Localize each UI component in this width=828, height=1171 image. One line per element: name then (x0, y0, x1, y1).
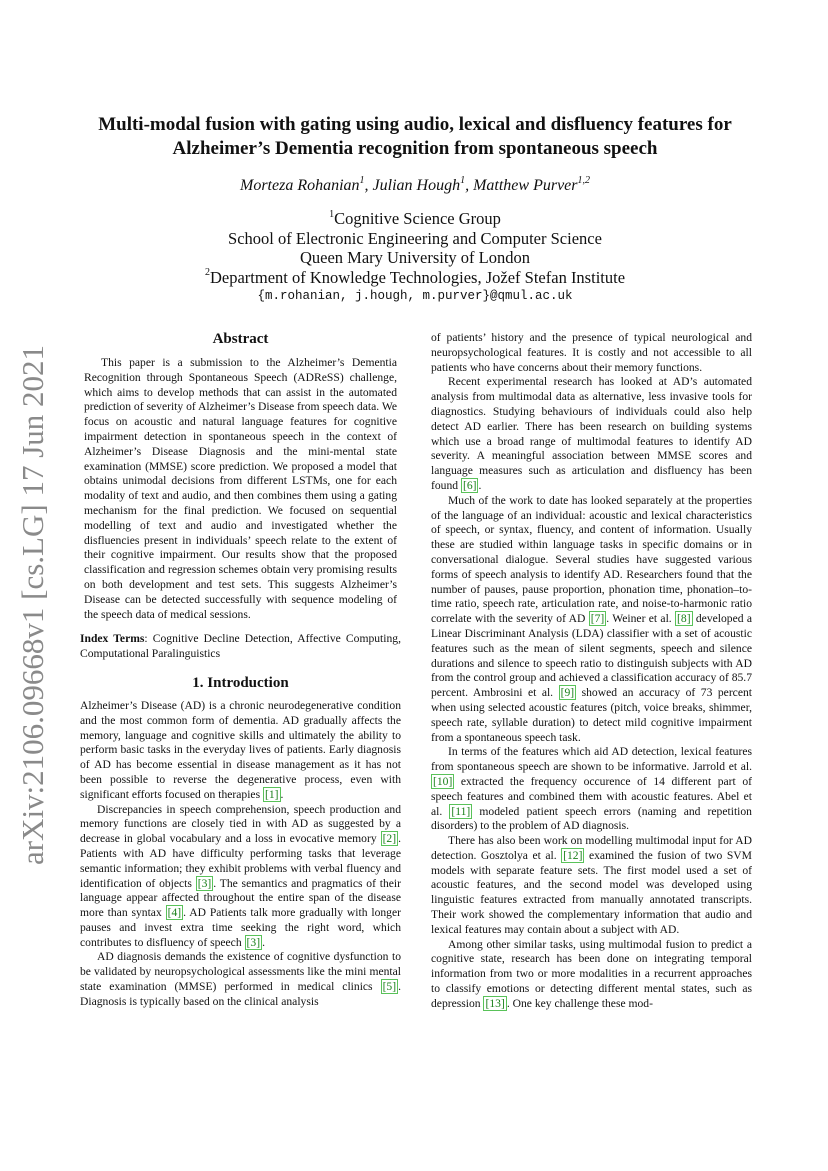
introduction-body-left (80, 699, 401, 1010)
arxiv-stamp-svg (6, 345, 58, 865)
arxiv-stamp (6, 345, 58, 865)
introduction-body-right (431, 331, 752, 1012)
paragraph-text: . Patients with AD have difficulty performing tasks that leverage semantic information; they exhibit problems with verbal fluency and identification of objects (80, 832, 401, 890)
paragraph-text: . AD Patients talk more gradually with longer pauses and invest extra time seeking the right word, which contributes to disfluency of speech (80, 906, 401, 949)
body-paragraph (431, 494, 752, 746)
author-name: Julian Hough (372, 177, 461, 194)
paragraph-text: modeled patient speech errors (naming and repetition disorders) to the problem of AD diagnosis. (431, 804, 752, 833)
citation-link[interactable]: [6] (462, 478, 477, 492)
body-paragraph (80, 950, 401, 1009)
author-affil-mark: 1,2 (577, 174, 590, 186)
paragraph-text: of patients’ history and the presence of typical neurological and neuropsychological features. It is costly and not accessible to all patients who have concerns about their memory functions. (431, 331, 752, 374)
paragraph-text: showed an accuracy of 73 percent when using selected acoustic features (pitch, voice breaks, shimmer, speech rate, syllable duration) to detect mild cognitive impairment from a spontaneous speech task. (431, 686, 752, 744)
paragraph-text: . (280, 787, 284, 801)
citation-link[interactable]: [7] (590, 612, 605, 626)
paragraph-text: There has also been work on modelling multimodal input for AD detection. Gosztolya et al. (431, 834, 752, 862)
citation-link[interactable]: [12] (563, 848, 583, 862)
index-terms (80, 632, 401, 662)
author-affil-mark: 1 (460, 174, 466, 186)
body-paragraph (80, 699, 401, 803)
citation-link[interactable]: [5] (382, 980, 397, 994)
paragraph-text: extracted the frequency occurence of 14 different part of speech features and combined them with acoustic features. Abel et al. (431, 774, 752, 818)
affil-mark: 2 (204, 267, 210, 278)
arxiv-id: arXiv:2106.09668v1 [cs.LG] 17 Jun 2021 (15, 345, 51, 865)
paragraph-text: . The semantics and pragmatics of their language appear affected throughout the entire span of the disease more than syntax (80, 876, 401, 920)
left-column (80, 325, 401, 1010)
affil-mark: 1 (329, 208, 335, 220)
citation-link[interactable]: [11] (451, 804, 471, 818)
citation-link[interactable]: [1] (264, 787, 279, 801)
citation-link[interactable]: [3] (246, 935, 261, 949)
affiliation-block (70, 209, 760, 287)
introduction-heading: 1. Introduction (192, 674, 289, 691)
affiliation-text: Queen Mary University of London (299, 248, 531, 267)
citation-link[interactable]: [3] (197, 876, 212, 890)
paragraph-text: Discrepancies in speech comprehension, speech production and memory functions are closely tied in with AD as suggested by a decrease in global vocabulary and a loss in evocative memory (80, 802, 401, 846)
paragraph-text: examined the fusion of two SVM models with separate feature sets. The first model used a set of acoustic features, and the second model was developed using linguistic features extracted from manually annotated transcripts. Their work showed the complementary information that audio and lexical features may contain about a subject with AD. (431, 848, 752, 936)
paragraph-text: Recent experimental research has looked at AD’s automated analysis from multimodal data as alternative, less invasive tools for diagnostics. Studying behaviours of individuals could also help detect AD earlier. There has been research on building systems which use a broad range of multimodal features to identify AD severity. A meaningful association between MMSE scores and language measures such as articulation and disfluency has been found (431, 375, 752, 492)
affiliation-line (70, 209, 760, 229)
paragraph-text: . (478, 478, 482, 492)
citation-link[interactable]: [10] (433, 774, 453, 788)
paragraph-text: . Diagnosis is typically based on the clinical analysis (80, 980, 401, 1008)
abstract-text: This paper is a submission to the Alzheimer’s Dementia Recognition through Spontaneous Speech (ADReSS) challenge, which aims to develop methods that can assist in the automated prediction of severity of Alzheimer’s Disease from speech data. We focus on acoustic and natural language features for cognitive impairment detection in spontaneous speech in the context of Alzheimer’s Disease Diagnosis and the mini-mental state examination (MMSE) score prediction. We proposed a model that obtains unimodal decisions from different LSTMs, one for each modality of text and audio, and then combines them using a gating mechanism for the final prediction. We focused on sequential modelling of text and audio and investigated whether the disfluencies present in individuals’ speech relate to the extent of their cognitive impairment. Our results show that the proposed classification and regression schemes obtain very promising results on both development and test sets. This suggests Alzheimer’s Disease can be detected successfully with sequence modeling of the speech data of medical sessions. (84, 356, 397, 621)
citation-link[interactable]: [9] (560, 686, 575, 700)
abstract-heading: Abstract (212, 331, 269, 347)
citation-link[interactable]: [13] (485, 996, 505, 1010)
paragraph-text: . (262, 935, 265, 949)
paragraph-text: Much of the work to date has looked separately at the properties of the language of an individual: acoustic and lexical characteristics of speech, or syntax, fluency, and content of information. Usually these are studied within language tasks in specific domains or in conversational dialogue. Several studies have suggested various forms of speech analysis to identify AD. Researchers found that the number of pauses, pause proportion, phonation time, phonation–to-time ratio, speech rate, articulation rate, and noise-to-harmonic ratio correlate with the severity of AD (431, 493, 752, 626)
paragraph-text: developed a Linear Discriminant Analysis (LDA) classifier with a set of acoustic features such as the mean of silent segments, speech and silence durations and silence to speech ratio to distinguish subjects with AD from the control group and achieved a classification accuracy of 85.7 percent. Ambrosini et al. (431, 612, 752, 700)
paragraph-text: . One key challenge these mod- (506, 996, 653, 1010)
paragraph-text: . Weiner et al. (606, 612, 676, 626)
paragraph-text: Among other similar tasks, using multimodal fusion to predict a cognitive state, research has been done on integrating temporal information from two or more modalities in a recurrent approaches to classify emotions or detecting different mental states, such as depression (431, 937, 752, 1010)
abstract-section (80, 356, 401, 622)
paragraph-text: Alzheimer’s Disease (AD) is a chronic neurodegenerative condition and the most common form of dementia. AD gradually affects the memory, language and cognitive skills and ultimately the ability to perform basic tasks in the everyday lives of patients. Early diagnosis of AD has become essential in disease management as it has not been possible to reverse the degenerative process, even with significant efforts focused on therapies (80, 698, 401, 801)
citation-link[interactable]: [2] (382, 832, 397, 846)
body-paragraph (431, 375, 752, 493)
author-name: Morteza Rohanian (239, 177, 360, 194)
index-terms-text: : Cognitive Decline Detection, Affective Computing, Computational Paralinguistics (80, 632, 401, 661)
author-affil-mark: 1 (359, 174, 365, 186)
right-column (431, 331, 752, 1012)
author-emails: {m.rohanian, j.hough, m.purver}@qmul.ac.uk (257, 289, 573, 303)
body-paragraph (431, 331, 752, 375)
paragraph-text: AD diagnosis demands the existence of cognitive dysfunction to be validated by neuropsychological assessments like the mini mental state examination (MMSE) performed in medical clinics (80, 950, 401, 994)
body-paragraph (431, 834, 752, 938)
body-paragraph (431, 745, 752, 834)
affiliation-text: Department of Knowledge Technologies, Jožef Stefan Institute (209, 267, 626, 287)
affiliation-line (70, 229, 760, 249)
affiliation-text: Cognitive Science Group (334, 209, 501, 228)
paragraph-text: In terms of the features which aid AD detection, lexical features from spontaneous speech are shown to be informative. Jarrold et al. (431, 745, 752, 774)
paper-title: Multi-modal fusion with gating using audio, lexical and disfluency features for Alzheimer’s Dementia recognition from spontaneous speech (98, 114, 732, 159)
affiliation-text: School of Electronic Engineering and Computer Science (228, 228, 602, 248)
author-list: Morteza Rohanian$^1$, Julian Hough$^1$, Matthew Purver$^{1,2}$ (239, 174, 590, 194)
body-paragraph (80, 803, 401, 951)
affiliation-line (70, 268, 760, 288)
index-terms-label: Index Terms (80, 632, 145, 646)
author-name: Matthew Purver (473, 177, 578, 194)
body-paragraph (431, 938, 752, 1012)
citation-link[interactable]: [4] (167, 906, 182, 920)
citation-link[interactable]: [8] (677, 612, 691, 626)
affiliation-line (70, 248, 760, 268)
